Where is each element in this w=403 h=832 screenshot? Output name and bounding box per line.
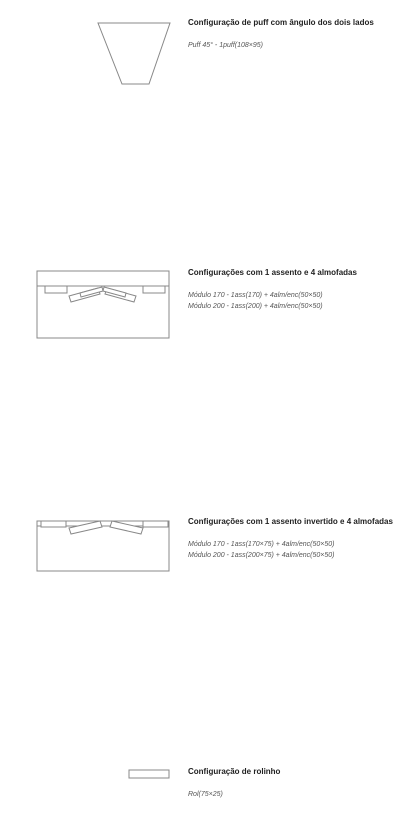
config-line: Módulo 200 - 1ass(200) + 4alm/enc(50×50) <box>188 303 323 310</box>
trapezoid-puff-icon <box>0 0 180 100</box>
config-seat-4-cushions <box>0 260 403 360</box>
config-puff <box>0 0 403 120</box>
config-line: Módulo 170 - 1ass(170×75) + 4alm/enc(50×50) <box>188 541 335 548</box>
config-title: Configuração de rolinho <box>188 767 281 776</box>
config-line: Puff 45° - 1puff(108×95) <box>188 42 263 49</box>
config-line: Rol(75×25) <box>188 791 223 798</box>
config-title: Configuração de puff com ângulo dos dois lados <box>188 18 374 27</box>
config-line: Módulo 200 - 1ass(200×75) + 4alm/enc(50×50) <box>188 552 335 559</box>
sofa-seat-cushions-icon <box>0 260 180 360</box>
sofa-inverted-seat-cushions-icon <box>0 510 180 610</box>
config-title: Configurações com 1 assento invertido e 4 almofadas <box>188 517 393 526</box>
roll-cushion-icon <box>0 760 180 800</box>
config-inverted-seat-4-cushions <box>0 510 403 610</box>
config-line: Módulo 170 - 1ass(170) + 4alm/enc(50×50) <box>188 292 323 299</box>
config-title: Configurações com 1 assento e 4 almofadas <box>188 268 357 277</box>
config-roll <box>0 760 403 820</box>
